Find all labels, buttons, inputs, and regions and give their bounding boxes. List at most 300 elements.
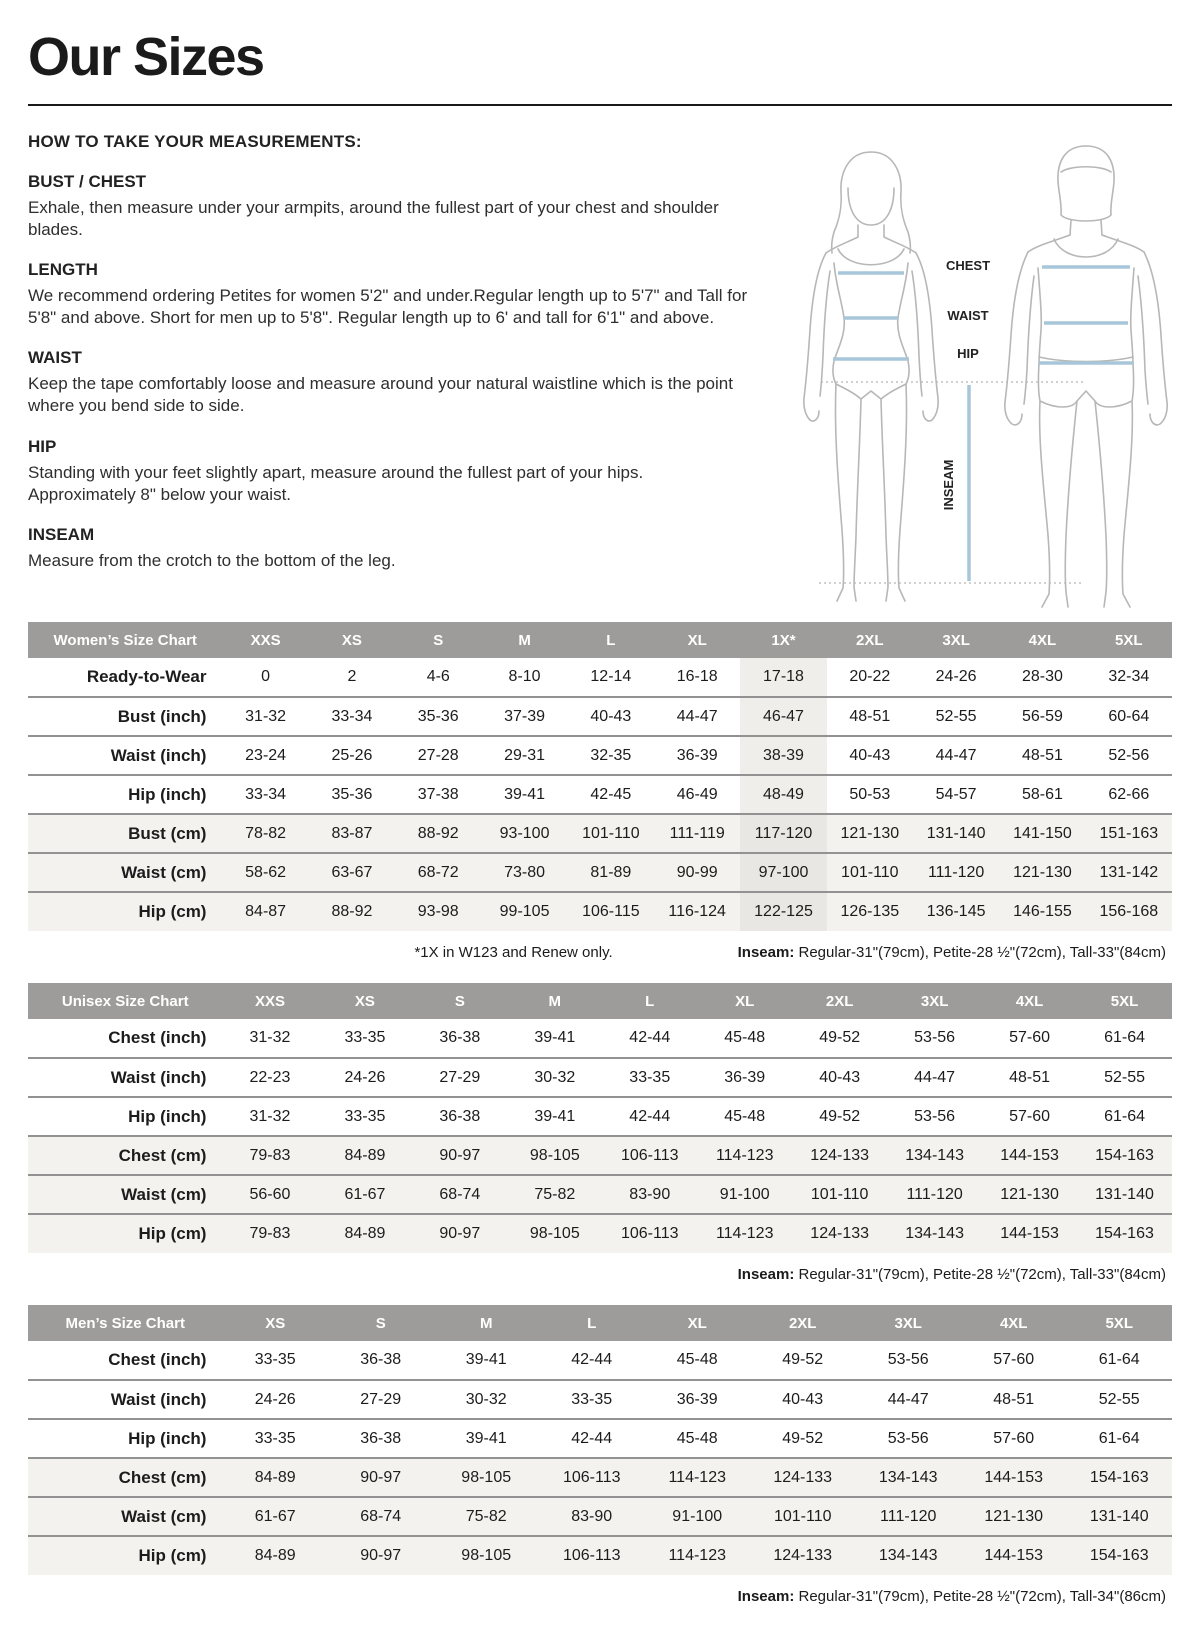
table-cell: 116-124: [668, 903, 726, 920]
table-cell: 144-153: [1000, 1225, 1059, 1242]
inseam-note: Inseam: Regular-31"(79cm), Petite-28 ½"(72cm), Tall-34"(86cm): [737, 1588, 1166, 1605]
table-cell: 23-24: [245, 746, 287, 764]
page-title: Our Sizes: [28, 27, 264, 87]
table-cell: 49-52: [819, 1029, 861, 1046]
womens-size-chart-block: [28, 622, 1172, 971]
row-label: Waist (inch): [110, 745, 207, 765]
table-cell: 29-31: [504, 746, 546, 764]
table-cell: 17-18: [740, 658, 826, 697]
column-header: S: [412, 983, 507, 1019]
row-label: Waist (cm): [121, 1184, 207, 1204]
table-cell: 36-38: [439, 1029, 481, 1046]
table-cell: 4-6: [426, 668, 450, 685]
table-row: [28, 1136, 1172, 1175]
row-label: Chest (cm): [118, 1467, 207, 1487]
section-body-bust-chest: Exhale, then measure under your armpits, around the fullest part of your chest and shoulder blades.: [28, 198, 719, 240]
table-cell: 33-35: [344, 1029, 386, 1046]
instructions-heading: HOW TO TAKE YOUR MEASUREMENTS:: [28, 132, 362, 151]
table-title: Women’s Size Chart: [28, 622, 222, 658]
table-cell: 122-125: [740, 892, 826, 931]
table-cell: 156-168: [1099, 903, 1159, 920]
table-notes: [28, 1575, 1172, 1615]
table-row: [28, 1019, 1172, 1058]
table-cell: 144-153: [1000, 1146, 1059, 1164]
column-header: 3XL: [913, 622, 999, 658]
table-cell: 99-105: [499, 903, 550, 920]
table-cell: 111-119: [669, 824, 725, 842]
table-cell: 45-48: [724, 1029, 766, 1046]
table-cell: 63-67: [331, 863, 373, 881]
table-cell: 40-43: [819, 1068, 861, 1086]
table-cell: 83-87: [331, 824, 373, 842]
table-row: [28, 775, 1172, 814]
table-cell: 84-89: [254, 1547, 296, 1564]
column-header: 5XL: [1086, 622, 1172, 658]
table-cell: 40-43: [782, 1390, 824, 1408]
table-row: [28, 1380, 1172, 1419]
table-cell: 75-82: [534, 1185, 576, 1203]
table-cell: 40-43: [849, 746, 891, 764]
table-cell: 154-163: [1095, 1225, 1154, 1242]
table-cell: 44-47: [914, 1068, 956, 1086]
table-cell: 48-51: [1021, 746, 1063, 764]
column-header: L: [539, 1305, 645, 1341]
table-cell: 57-60: [1009, 1029, 1051, 1046]
female-figure: [804, 152, 938, 601]
inseam-label: INSEAM: [941, 459, 956, 511]
row-label: Bust (cm): [128, 823, 207, 843]
section-body-length: We recommend ordering Petites for women 5'2" and under.Regular length up to 5'7" and Tall for 5'8" and above. Short for men up to 5'8". Regular length up to 6' and tall for 6'1" and above.: [28, 286, 748, 328]
table-cell: 36-38: [360, 1429, 402, 1447]
table-cell: 154-163: [1089, 1468, 1149, 1486]
table-cell: 134-143: [905, 1225, 964, 1242]
table-row: [28, 1536, 1172, 1575]
column-header: XS: [309, 622, 395, 658]
table-row: [28, 697, 1172, 736]
table-cell: 36-39: [676, 1390, 718, 1408]
table-cell: 39-41: [504, 785, 546, 803]
table-cell: 141-150: [1013, 824, 1072, 842]
table-cell: 49-52: [782, 1429, 824, 1447]
column-header: XL: [697, 983, 792, 1019]
table-cell: 53-56: [914, 1107, 956, 1125]
table-cell: 84-87: [245, 903, 287, 920]
row-label: Chest (inch): [108, 1028, 207, 1047]
table-cell: 84-89: [344, 1225, 386, 1242]
measurement-diagram: [776, 130, 1172, 608]
table-cell: 121-130: [840, 824, 900, 842]
table-cell: 20-22: [849, 668, 891, 685]
table-cell: 57-60: [993, 1351, 1035, 1368]
table-cell: 79-83: [249, 1225, 291, 1242]
inseam-note: Inseam: Regular-31"(79cm), Petite-28 ½"(72cm), Tall-33"(84cm): [737, 944, 1166, 961]
table-cell: 111-120: [880, 1507, 937, 1525]
table-cell: 27-28: [417, 746, 459, 764]
table-cell: 56-60: [249, 1185, 291, 1203]
table-cell: 24-26: [935, 668, 977, 685]
table-cell: 8-10: [508, 668, 541, 685]
table-cell: 111-120: [927, 863, 985, 881]
table-cell: 61-64: [1098, 1429, 1140, 1447]
table-cell: 101-110: [810, 1185, 869, 1203]
table-row: [28, 1341, 1172, 1380]
table-cell: 124-133: [773, 1468, 833, 1486]
table-cell: 48-49: [740, 775, 826, 814]
table-title: Men’s Size Chart: [28, 1305, 222, 1341]
table-cell: 37-39: [504, 707, 546, 725]
section-title-waist: WAIST: [28, 348, 82, 368]
table-cell: 49-52: [819, 1107, 861, 1125]
table-cell: 73-80: [504, 863, 546, 881]
table-cell: 75-82: [465, 1507, 507, 1525]
section-title-length: LENGTH: [28, 260, 98, 280]
section-body-inseam: Measure from the crotch to the bottom of the leg.: [28, 550, 396, 570]
table-notes: [28, 1253, 1172, 1293]
table-cell: 154-163: [1095, 1146, 1154, 1164]
table-cell: 114-123: [668, 1468, 726, 1486]
table-cell: 114-123: [668, 1547, 726, 1564]
row-label: Hip (inch): [128, 1428, 207, 1448]
row-label: Hip (cm): [138, 1224, 207, 1243]
table-cell: 91-100: [672, 1507, 723, 1525]
table-cell: 121-130: [1000, 1185, 1059, 1203]
column-header: 5XL: [1077, 983, 1172, 1019]
table-cell: 30-32: [465, 1390, 507, 1408]
table-row: [28, 892, 1172, 931]
table-row: [28, 1458, 1172, 1497]
row-label: Chest (cm): [118, 1145, 207, 1165]
column-header: 5XL: [1066, 1305, 1172, 1341]
table-row: [28, 1419, 1172, 1458]
table-cell: 114-123: [715, 1146, 774, 1164]
table-cell: 44-47: [935, 746, 977, 764]
table-cell: 35-36: [417, 707, 459, 725]
table-cell: 88-92: [417, 824, 459, 842]
table-cell: 22-23: [249, 1068, 291, 1086]
table-cell: 36-38: [439, 1107, 481, 1125]
table-cell: 50-53: [849, 785, 891, 803]
table-cell: 124-133: [810, 1225, 870, 1242]
section-body-hip: Standing with your feet slightly apart, measure around the fullest part of your hips. Approximately 8" below your waist.: [28, 462, 644, 504]
column-header: 4XL: [999, 622, 1085, 658]
table-cell: 2: [347, 668, 357, 685]
table-cell: 33-34: [331, 707, 373, 725]
table-cell: 30-32: [534, 1068, 576, 1086]
column-header: 1X*: [740, 622, 826, 658]
table-cell: 49-52: [782, 1351, 824, 1368]
table-cell: 134-143: [878, 1468, 938, 1486]
table-cell: 93-100: [499, 824, 550, 842]
table-cell: 98-105: [529, 1146, 580, 1164]
table-cell: 83-90: [629, 1185, 671, 1203]
table-cell: 45-48: [676, 1429, 718, 1447]
table-cell: 88-92: [331, 903, 373, 920]
table-cell: 61-64: [1104, 1107, 1145, 1125]
title-divider: [28, 104, 1172, 106]
table-row: [28, 1058, 1172, 1097]
table-cell: 52-55: [1104, 1068, 1145, 1086]
table-cell: 42-44: [571, 1351, 613, 1368]
table-cell: 31-32: [249, 1107, 291, 1125]
table-cell: 114-123: [715, 1225, 774, 1242]
footnote: *1X in W123 and Renew only.: [414, 944, 613, 961]
table-cell: 39-41: [465, 1429, 507, 1447]
chest-label: CHEST: [945, 258, 991, 273]
table-row: [28, 1175, 1172, 1214]
table-cell: 121-130: [1013, 863, 1072, 881]
table-cell: 42-44: [629, 1029, 671, 1046]
table-cell: 28-30: [1021, 668, 1063, 685]
table-cell: 106-113: [562, 1468, 621, 1486]
column-header: 3XL: [855, 1305, 961, 1341]
table-cell: 39-41: [534, 1029, 576, 1046]
table-cell: 40-43: [590, 707, 632, 725]
column-header: XXS: [222, 983, 317, 1019]
table-cell: 84-89: [254, 1468, 296, 1486]
table-cell: 53-56: [914, 1029, 956, 1046]
table-cell: 61-64: [1104, 1029, 1145, 1046]
table-cell: 37-38: [417, 785, 459, 803]
table-cell: 35-36: [331, 785, 373, 803]
column-header: L: [568, 622, 654, 658]
table-cell: 12-14: [590, 668, 632, 685]
table-cell: 33-35: [571, 1390, 613, 1408]
table-cell: 98-105: [461, 1547, 512, 1564]
table-cell: 38-39: [740, 736, 826, 775]
unisex-size-chart: [28, 983, 1172, 1253]
column-header: 2XL: [827, 622, 913, 658]
table-row: [28, 1497, 1172, 1536]
table-cell: 98-105: [529, 1225, 580, 1242]
measurement-instructions: [28, 130, 750, 608]
table-cell: 44-47: [676, 707, 718, 725]
column-header: XS: [222, 1305, 328, 1341]
table-cell: 39-41: [534, 1107, 576, 1125]
table-cell: 31-32: [245, 707, 287, 725]
table-cell: 42-44: [629, 1107, 671, 1125]
table-row: [28, 1097, 1172, 1136]
male-figure: [1005, 146, 1167, 607]
table-cell: 54-57: [935, 785, 977, 803]
table-cell: 60-64: [1108, 707, 1150, 725]
table-cell: 36-39: [676, 746, 718, 764]
column-header: L: [602, 983, 697, 1019]
table-cell: 124-133: [773, 1547, 833, 1564]
table-cell: 106-113: [620, 1225, 679, 1242]
table-cell: 117-120: [740, 814, 826, 853]
table-cell: 16-18: [676, 668, 718, 685]
table-cell: 61-67: [254, 1507, 296, 1525]
column-header: S: [395, 622, 481, 658]
column-header: XL: [654, 622, 740, 658]
table-cell: 36-39: [724, 1068, 766, 1086]
table-cell: 84-89: [344, 1146, 386, 1164]
table-cell: 61-64: [1098, 1351, 1140, 1368]
table-cell: 131-140: [926, 824, 986, 842]
table-cell: 36-38: [360, 1351, 402, 1368]
table-cell: 90-97: [360, 1547, 402, 1564]
table-cell: 56-59: [1021, 707, 1063, 725]
table-row: [28, 814, 1172, 853]
table-cell: 27-29: [360, 1390, 402, 1408]
table-cell: 46-47: [740, 697, 826, 736]
table-cell: 131-140: [1095, 1185, 1154, 1203]
table-cell: 24-26: [254, 1390, 296, 1408]
table-cell: 33-34: [245, 785, 287, 803]
table-cell: 106-113: [620, 1146, 679, 1164]
table-cell: 146-155: [1013, 903, 1072, 920]
column-header: M: [481, 622, 567, 658]
table-cell: 33-35: [254, 1351, 296, 1368]
table-cell: 90-99: [676, 863, 718, 881]
column-header: 3XL: [887, 983, 982, 1019]
column-header: XXS: [222, 622, 308, 658]
table-cell: 144-153: [984, 1468, 1044, 1486]
table-cell: 106-115: [582, 903, 640, 920]
row-label: Waist (cm): [121, 1506, 207, 1526]
table-notes: [28, 931, 1172, 971]
table-cell: 42-45: [590, 785, 632, 803]
column-header: 4XL: [961, 1305, 1067, 1341]
row-label: Ready-to-Wear: [86, 667, 207, 686]
row-label: Hip (inch): [128, 784, 207, 804]
row-label: Waist (inch): [110, 1067, 207, 1087]
section-title-inseam: INSEAM: [28, 524, 95, 544]
column-header: M: [507, 983, 602, 1019]
table-cell: 45-48: [676, 1351, 718, 1368]
table-cell: 58-61: [1021, 785, 1063, 803]
table-cell: 44-47: [887, 1390, 929, 1408]
table-cell: 48-51: [849, 707, 891, 725]
table-cell: 42-44: [571, 1429, 613, 1447]
table-cell: 124-133: [810, 1146, 870, 1164]
waist-label: WAIST: [947, 308, 989, 323]
column-header: XS: [317, 983, 412, 1019]
table-cell: 151-163: [1099, 824, 1159, 842]
row-label: Chest (inch): [108, 1350, 207, 1369]
section-title-bust-chest: BUST / CHEST: [28, 172, 147, 191]
unisex-size-chart-block: [28, 983, 1172, 1293]
table-cell: 58-62: [245, 863, 287, 881]
table-cell: 52-56: [1108, 746, 1150, 764]
table-cell: 48-51: [1009, 1068, 1051, 1086]
table-cell: 101-110: [773, 1507, 832, 1525]
row-label: Hip (cm): [138, 1546, 207, 1565]
table-cell: 25-26: [331, 746, 373, 764]
table-cell: 24-26: [344, 1068, 386, 1086]
table-cell: 33-35: [254, 1429, 296, 1447]
table-cell: 61-67: [344, 1185, 386, 1203]
table-cell: 90-97: [439, 1146, 481, 1164]
table-cell: 33-35: [629, 1068, 671, 1086]
table-cell: 98-105: [461, 1468, 512, 1486]
row-label: Hip (inch): [128, 1106, 207, 1126]
table-cell: 45-48: [724, 1107, 766, 1125]
measurement-guide-section: [28, 130, 1172, 608]
table-cell: 39-41: [465, 1351, 507, 1368]
inseam-note: Inseam: Regular-31"(79cm), Petite-28 ½"(72cm), Tall-33"(84cm): [737, 1266, 1166, 1283]
row-label: Hip (cm): [138, 902, 207, 921]
table-cell: 136-145: [926, 903, 986, 920]
table-cell: 101-110: [841, 863, 899, 881]
table-cell: 53-56: [887, 1351, 929, 1368]
table-row: [28, 853, 1172, 892]
table-cell: 52-55: [1098, 1390, 1140, 1408]
table-cell: 79-83: [249, 1146, 291, 1164]
table-cell: 91-100: [719, 1185, 770, 1203]
column-header: 2XL: [792, 983, 887, 1019]
table-title: Unisex Size Chart: [28, 983, 222, 1019]
header-row: [28, 1305, 1172, 1341]
row-label: Waist (inch): [110, 1389, 207, 1409]
table-cell: 90-97: [360, 1468, 402, 1486]
table-cell: 33-35: [344, 1107, 386, 1125]
table-cell: 68-72: [417, 863, 459, 881]
table-cell: 83-90: [571, 1507, 613, 1525]
section-body-waist: Keep the tape comfortably loose and measure around your natural waistline which is the point where you bend side to side.: [28, 374, 733, 416]
table-cell: 90-97: [439, 1225, 481, 1242]
header-row: [28, 622, 1172, 658]
table-cell: 52-55: [935, 707, 977, 725]
size-charts: [28, 622, 1172, 1615]
mens-size-chart: [28, 1305, 1172, 1575]
column-header: M: [433, 1305, 539, 1341]
table-cell: 131-140: [1089, 1507, 1149, 1525]
column-header: 4XL: [982, 983, 1077, 1019]
table-cell: 48-51: [993, 1390, 1035, 1408]
table-row: [28, 1214, 1172, 1253]
table-cell: 68-74: [360, 1507, 402, 1525]
body-measurement-illustration: [776, 130, 1172, 608]
table-cell: 111-120: [906, 1185, 963, 1203]
womens-size-chart: [28, 622, 1172, 931]
row-label: Bust (inch): [117, 706, 207, 726]
table-cell: 144-153: [984, 1547, 1044, 1564]
column-header: 2XL: [750, 1305, 856, 1341]
section-title-hip: HIP: [28, 436, 57, 456]
table-row: [28, 658, 1172, 697]
table-cell: 126-135: [840, 903, 900, 920]
table-cell: 78-82: [245, 824, 287, 842]
table-cell: 57-60: [1009, 1107, 1051, 1125]
table-cell: 106-113: [562, 1547, 621, 1564]
table-row: [28, 736, 1172, 775]
table-cell: 57-60: [993, 1429, 1035, 1447]
mens-size-chart-block: [28, 1305, 1172, 1615]
table-cell: 32-34: [1108, 668, 1150, 685]
table-cell: 32-35: [590, 746, 632, 764]
table-cell: 81-89: [590, 863, 632, 881]
table-cell: 93-98: [417, 903, 459, 920]
table-cell: 27-29: [439, 1068, 481, 1086]
header-row: [28, 983, 1172, 1019]
hip-label: HIP: [957, 346, 979, 361]
table-cell: 97-100: [740, 853, 826, 892]
column-header: XL: [644, 1305, 750, 1341]
table-cell: 134-143: [905, 1146, 964, 1164]
table-cell: 68-74: [439, 1185, 481, 1203]
table-cell: 134-143: [878, 1547, 938, 1564]
table-cell: 31-32: [249, 1029, 291, 1046]
table-cell: 131-142: [1099, 863, 1159, 881]
table-cell: 0: [261, 668, 271, 685]
table-cell: 101-110: [582, 824, 640, 842]
table-cell: 53-56: [887, 1429, 929, 1447]
table-cell: 121-130: [984, 1507, 1044, 1525]
table-cell: 62-66: [1108, 785, 1150, 803]
column-header: S: [328, 1305, 434, 1341]
row-label: Waist (cm): [121, 862, 207, 882]
